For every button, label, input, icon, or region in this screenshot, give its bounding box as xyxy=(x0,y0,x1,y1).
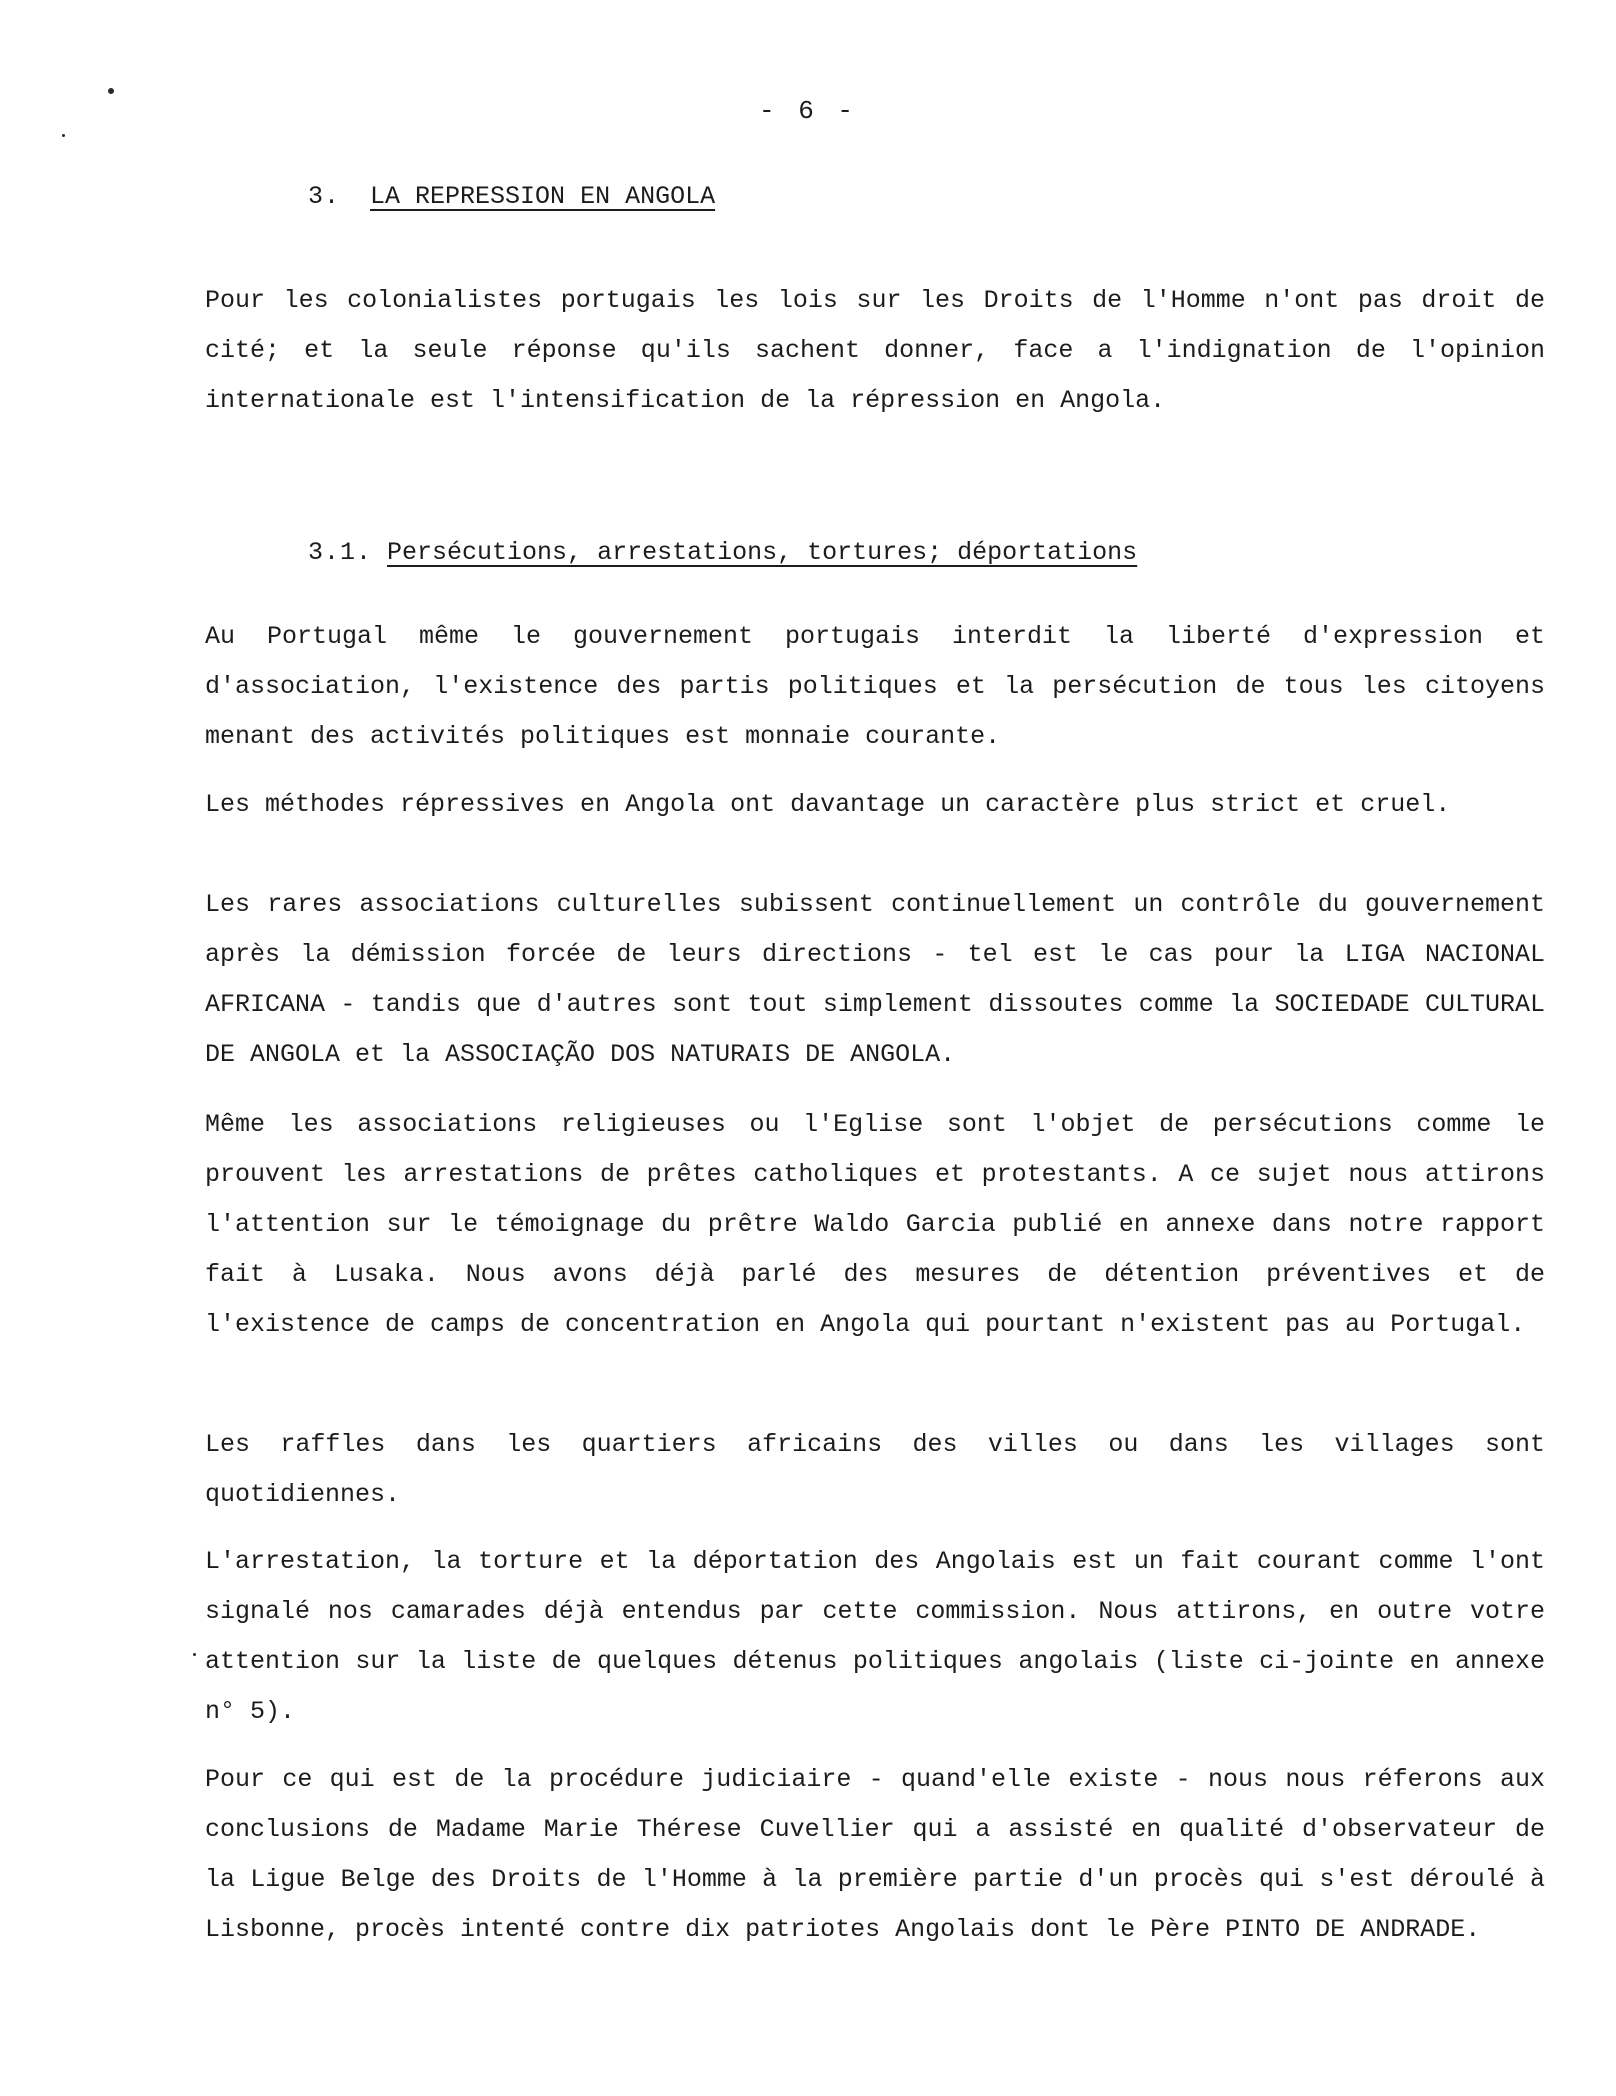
paragraph: Au Portugal même le gouvernement portugais interdit la liberté d'expression et d'association, l'existence des partis politiques et la persécution de tous les citoyens menant des activités politiques est monnaie courante. xyxy=(205,622,1545,751)
section-heading-3-1 xyxy=(308,538,1137,567)
section-title: Persécutions, arrestations, tortures; déportations xyxy=(387,538,1138,567)
paragraph: L'arrestation, la torture et la déportation des Angolais est un fait courant comme l'ont signalé nos camarades déjà entendus par cette commission. Nous attirons, en outre votre attention sur la liste de quelques détenus politiques angolais (liste ci-jointe en annexe n° 5). xyxy=(205,1547,1545,1726)
paragraph: Même les associations religieuses ou l'Eglise sont l'objet de persécutions comme le prouvent les arrestations de prêtes catholiques et protestants. A ce sujet nous attirons l'attention sur le témoignage du prêtre Waldo Garcia publié en annexe dans notre rapport fait à Lusaka. Nous avons déjà parlé des mesures de détention préventives et de l'existence de camps de concentration en Angola qui pourtant n'existent pas au Portugal. xyxy=(205,1110,1545,1339)
section-number: 3.1. xyxy=(308,538,373,567)
section-number: 3. xyxy=(308,182,341,211)
scan-speck xyxy=(193,1653,196,1656)
scan-speck xyxy=(108,88,114,94)
paragraph: Les raffles dans les quartiers africains des villes ou dans les villages sont quotidiennes. xyxy=(205,1430,1545,1509)
section-heading-3 xyxy=(308,182,715,211)
paragraph: Les rares associations culturelles subissent continuellement un contrôle du gouvernement après la démission forcée de leurs directions - tel est le cas pour la LIGA NACIONAL AFRICANA - tandis que d'autres sont tout simplement dissoutes comme la SOCIEDADE CULTURAL DE ANGOLA et la ASSOCIAÇÃO DOS NATURAIS DE ANGOLA. xyxy=(205,890,1545,1069)
scan-speck xyxy=(62,134,65,137)
page-number: - 6 - xyxy=(758,96,857,126)
paragraph: Pour ce qui est de la procédure judiciaire - quand'elle existe - nous nous réferons aux conclusions de Madame Marie Thérese Cuvellier qui a assisté en qualité d'observateur de la Ligue Belge des Droits de l'Homme à la première partie d'un procès qui s'est déroulé à Lisbonne, procès intenté contre dix patriotes Angolais dont le Père PINTO DE ANDRADE. xyxy=(205,1765,1545,1944)
paragraph: Les méthodes répressives en Angola ont davantage un caractère plus strict et cruel. xyxy=(205,790,1451,819)
section-title: LA REPRESSION EN ANGOLA xyxy=(370,182,716,211)
paragraph-intro: Pour les colonialistes portugais les lois sur les Droits de l'Homme n'ont pas droit de cité; et la seule réponse qu'ils sachent donner, face a l'indignation de l'opinion internationale est l'intensification de la répression en Angola. xyxy=(205,286,1545,415)
